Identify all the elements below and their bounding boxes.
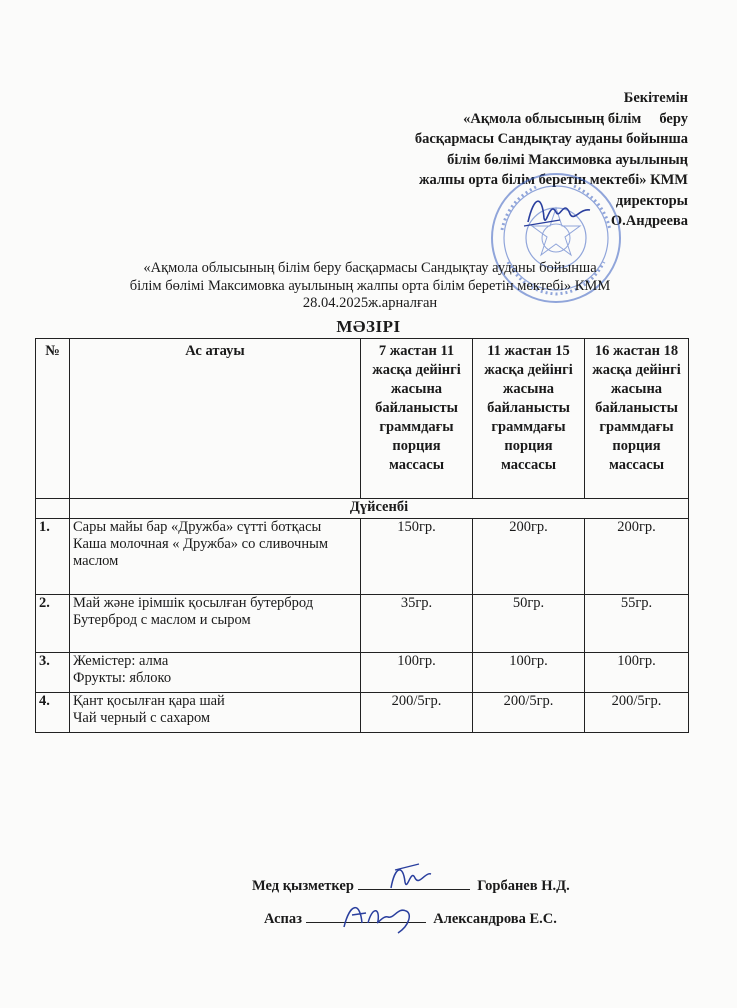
cook-label: Аспаз	[264, 911, 302, 927]
dish-name	[70, 519, 361, 595]
header-dish-name: Ас атауы	[70, 339, 361, 499]
dish-name-ru: Фрукты: яблоко	[73, 670, 172, 686]
intro-date: 28.04.2025ж.арналған	[302, 295, 438, 311]
header-number: №	[36, 339, 70, 499]
intro-line: білім бөлімі Максимовка ауылының жалпы орта білім беретін мектебі» КММ	[129, 277, 611, 294]
portion-age-11-15: 50гр.	[473, 595, 585, 653]
approval-line: О.Андреева	[610, 213, 688, 229]
approval-line: директоры	[615, 192, 688, 209]
table-row	[36, 519, 689, 595]
page-title: МӘЗІРІ	[336, 317, 401, 336]
dish-name-ru: Каша молочная « Дружба» со сливочным маслом	[73, 536, 329, 569]
table-header-row	[36, 339, 689, 499]
dish-name	[70, 693, 361, 733]
table-row	[36, 653, 689, 693]
header-age-7-11: 7 жастан 11 жасқа дейінгі жасына байланысты граммдағы порция массасы	[361, 339, 473, 499]
day-label: Дүйсенбі	[70, 499, 689, 519]
portion-age-11-15: 100гр.	[473, 653, 585, 693]
dish-name-kz: Сары майы бар «Дружба» сүтті ботқасы	[73, 519, 322, 535]
dish-name-kz: Май және ірімшік қосылған бутерброд	[73, 595, 314, 611]
row-number: 3.	[36, 653, 70, 693]
portion-age-7-11: 200/5гр.	[361, 693, 473, 733]
menu-table	[35, 338, 689, 733]
row-number: 2.	[36, 595, 70, 653]
med-label: Мед қызметкер	[252, 878, 354, 894]
table-row	[36, 595, 689, 653]
intro-line: «Ақмола облысының білім беру басқармасы Сандықтау ауданы бойынша	[143, 260, 597, 276]
med-signature-icon	[385, 858, 435, 898]
portion-age-16-18: 100гр.	[585, 653, 689, 693]
cook-signature-icon	[338, 893, 418, 941]
portion-age-7-11: 35гр.	[361, 595, 473, 653]
med-name: Горбанев Н.Д.	[477, 878, 570, 894]
row-number: 1.	[36, 519, 70, 595]
portion-age-16-18: 200гр.	[585, 519, 689, 595]
dish-name	[70, 595, 361, 653]
portion-age-11-15: 200гр.	[473, 519, 585, 595]
portion-age-11-15: 200/5гр.	[473, 693, 585, 733]
portion-age-16-18: 200/5гр.	[585, 693, 689, 733]
dish-name-ru: Чай черный с сахаром	[73, 710, 211, 726]
dish-name-kz: Қант қосылған қара шай	[73, 693, 225, 709]
portion-age-16-18: 55гр.	[585, 595, 689, 653]
dish-name	[70, 653, 361, 693]
director-signature-icon	[520, 190, 600, 235]
approval-line: білім бөлімі Максимовка ауылының	[447, 151, 688, 168]
portion-age-7-11: 100гр.	[361, 653, 473, 693]
approval-line: басқармасы Сандықтау ауданы бойынша	[414, 131, 688, 147]
approval-line: Бекітемін	[623, 90, 688, 106]
table-row	[36, 693, 689, 733]
day-row	[36, 499, 689, 519]
dish-name-kz: Жемістер: алма	[73, 653, 169, 669]
approval-line: жалпы орта білім беретін мектебі» КММ	[419, 172, 688, 188]
day-spacer	[36, 499, 70, 519]
row-number: 4.	[36, 693, 70, 733]
dish-name-ru: Бутерброд с маслом и сыром	[73, 612, 251, 628]
document-intro	[60, 260, 680, 313]
cook-name: Александрова Е.С.	[433, 911, 557, 927]
header-age-16-18: 16 жастан 18 жасқа дейінгі жасына байланысты граммдағы порция массасы	[585, 339, 689, 499]
approval-line: «Ақмола облысының білім беру	[463, 110, 688, 127]
portion-age-7-11: 150гр.	[361, 519, 473, 595]
header-age-11-15: 11 жастан 15 жасқа дейінгі жасына байланысты граммдағы порция массасы	[473, 339, 585, 499]
